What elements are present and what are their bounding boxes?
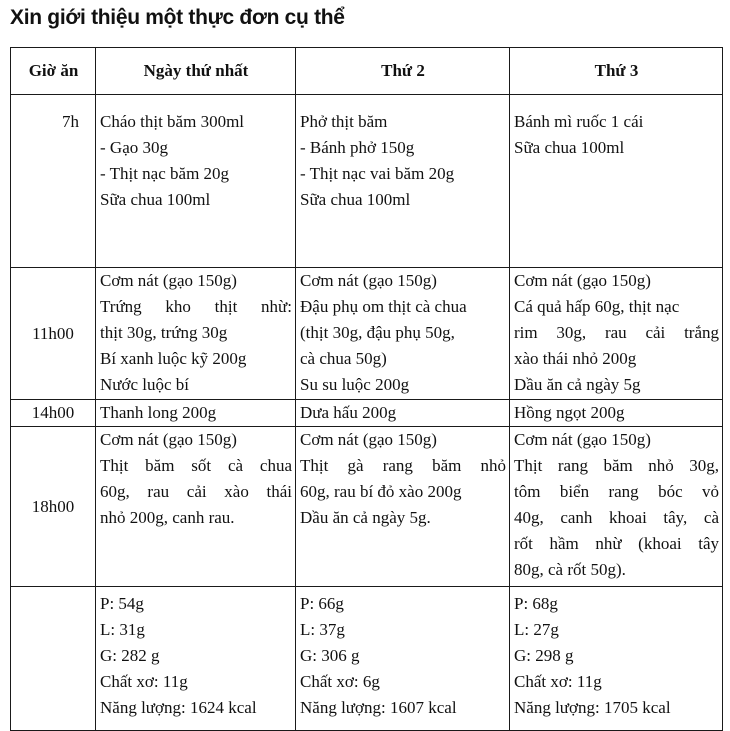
table-row — [11, 268, 723, 400]
meal-cell-day3 — [510, 400, 723, 427]
menu-line: Su su luộc 200g — [300, 375, 410, 394]
nutrition-line: G: 306 g — [300, 646, 360, 665]
menu-line: Cá quả hấp 60g, thịt nạc — [514, 297, 680, 316]
menu-line: 40g, canh khoai tây, cà — [514, 508, 719, 527]
nutrition-line: P: 68g — [514, 594, 558, 613]
nutrition-cell-day3 — [510, 587, 723, 731]
menu-line: Dầu ăn cả ngày 5g — [514, 375, 641, 394]
nutrition-line: Năng lượng: 1705 kcal — [514, 698, 671, 717]
menu-line: Cháo thịt băm 300ml — [100, 112, 245, 131]
menu-line: - Thịt nạc vai băm 20g — [300, 164, 455, 183]
menu-line: - Bánh phở 150g — [300, 138, 415, 157]
meal-cell-day2 — [296, 400, 510, 427]
nutrition-line: Chất xơ: 11g — [100, 672, 188, 691]
page-title: Xin giới thiệu một thực đơn cụ thể — [10, 6, 345, 29]
column-header-day2: Thứ 2 — [296, 48, 510, 95]
menu-line: 60g, rau bí đỏ xào 200g — [300, 482, 462, 501]
nutrition-line: Năng lượng: 1607 kcal — [300, 698, 457, 717]
menu-line: Cơm nát (gạo 150g) — [514, 271, 651, 290]
menu-line: xào thái nhỏ 200g — [514, 349, 637, 368]
menu-line: 80g, cà rốt 50g). — [514, 560, 626, 579]
time-cell: 18h00 — [11, 427, 96, 587]
menu-line: nhỏ 200g, canh rau. — [100, 508, 235, 527]
time-cell: 14h00 — [11, 400, 96, 427]
table-row — [11, 95, 723, 268]
menu-line: Trứng kho thịt nhừ: — [100, 297, 292, 316]
column-header-day3: Thứ 3 — [510, 48, 723, 95]
nutrition-line: L: 31g — [100, 620, 145, 639]
menu-line: Dưa hấu 200g — [300, 403, 397, 422]
nutrition-line: L: 37g — [300, 620, 345, 639]
nutrition-cell-day1 — [96, 587, 296, 731]
nutrition-line: P: 54g — [100, 594, 144, 613]
menu-line: Bánh mì ruốc 1 cái — [514, 112, 644, 131]
nutrition-cell-day2 — [296, 587, 510, 731]
menu-line: Thanh long 200g — [100, 403, 217, 422]
menu-line: Nước luộc bí — [100, 375, 190, 394]
menu-line: rim 30g, rau cải trắng — [514, 323, 719, 342]
menu-line: Thịt gà rang băm nhỏ — [300, 456, 506, 475]
meal-cell-day1 — [96, 95, 296, 268]
menu-line: - Thịt nạc băm 20g — [100, 164, 230, 183]
menu-line: Sữa chua 100ml — [300, 190, 411, 209]
menu-line: cà chua 50g) — [300, 349, 387, 368]
nutrition-line: G: 298 g — [514, 646, 574, 665]
menu-line: Thịt băm sốt cà chua — [100, 456, 292, 475]
nutrition-line: P: 66g — [300, 594, 344, 613]
time-cell — [11, 587, 96, 731]
menu-line: - Gạo 30g — [100, 138, 168, 157]
table-row — [11, 400, 723, 427]
menu-line: Hồng ngọt 200g — [514, 403, 625, 422]
menu-line: Đậu phụ om thịt cà chua — [300, 297, 467, 316]
menu-table — [10, 47, 723, 731]
menu-line: Sữa chua 100ml — [100, 190, 211, 209]
time-cell: 7h — [11, 95, 96, 268]
menu-line: thịt 30g, trứng 30g — [100, 323, 228, 342]
table-row — [11, 587, 723, 731]
meal-cell-day3 — [510, 95, 723, 268]
meal-cell-day1 — [96, 427, 296, 587]
menu-line: Thịt rang băm nhỏ 30g, — [514, 456, 719, 475]
meal-cell-day2 — [296, 268, 510, 400]
menu-line: Cơm nát (gạo 150g) — [300, 430, 437, 449]
menu-line: Cơm nát (gạo 150g) — [300, 271, 437, 290]
meal-cell-day2 — [296, 427, 510, 587]
nutrition-line: Năng lượng: 1624 kcal — [100, 698, 257, 717]
menu-table-body — [11, 95, 723, 731]
menu-line: Bí xanh luộc kỹ 200g — [100, 349, 247, 368]
menu-line: Cơm nát (gạo 150g) — [100, 271, 237, 290]
meal-cell-day1 — [96, 268, 296, 400]
nutrition-line: Chất xơ: 11g — [514, 672, 602, 691]
meal-cell-day3 — [510, 427, 723, 587]
table-row — [11, 427, 723, 587]
menu-line: (thịt 30g, đậu phụ 50g, — [300, 323, 455, 342]
meal-cell-day1 — [96, 400, 296, 427]
time-cell: 11h00 — [11, 268, 96, 400]
meal-cell-day2 — [296, 95, 510, 268]
header-row — [11, 48, 723, 95]
menu-line: Sữa chua 100ml — [514, 138, 625, 157]
menu-line: rốt hầm nhừ (khoai tây — [514, 534, 719, 553]
menu-line: Cơm nát (gạo 150g) — [514, 430, 651, 449]
menu-line: tôm biển rang bóc vỏ — [514, 482, 719, 501]
menu-table-header — [11, 48, 723, 95]
nutrition-line: Chất xơ: 6g — [300, 672, 380, 691]
nutrition-line: G: 282 g — [100, 646, 160, 665]
menu-line: 60g, rau cải xào thái — [100, 482, 292, 501]
menu-line: Dầu ăn cả ngày 5g. — [300, 508, 431, 527]
column-header-day1: Ngày thứ nhất — [96, 48, 296, 95]
menu-line: Cơm nát (gạo 150g) — [100, 430, 237, 449]
column-header-time: Giờ ăn — [11, 48, 96, 95]
meal-cell-day3 — [510, 268, 723, 400]
menu-line: Phở thịt băm — [300, 112, 388, 131]
nutrition-line: L: 27g — [514, 620, 559, 639]
